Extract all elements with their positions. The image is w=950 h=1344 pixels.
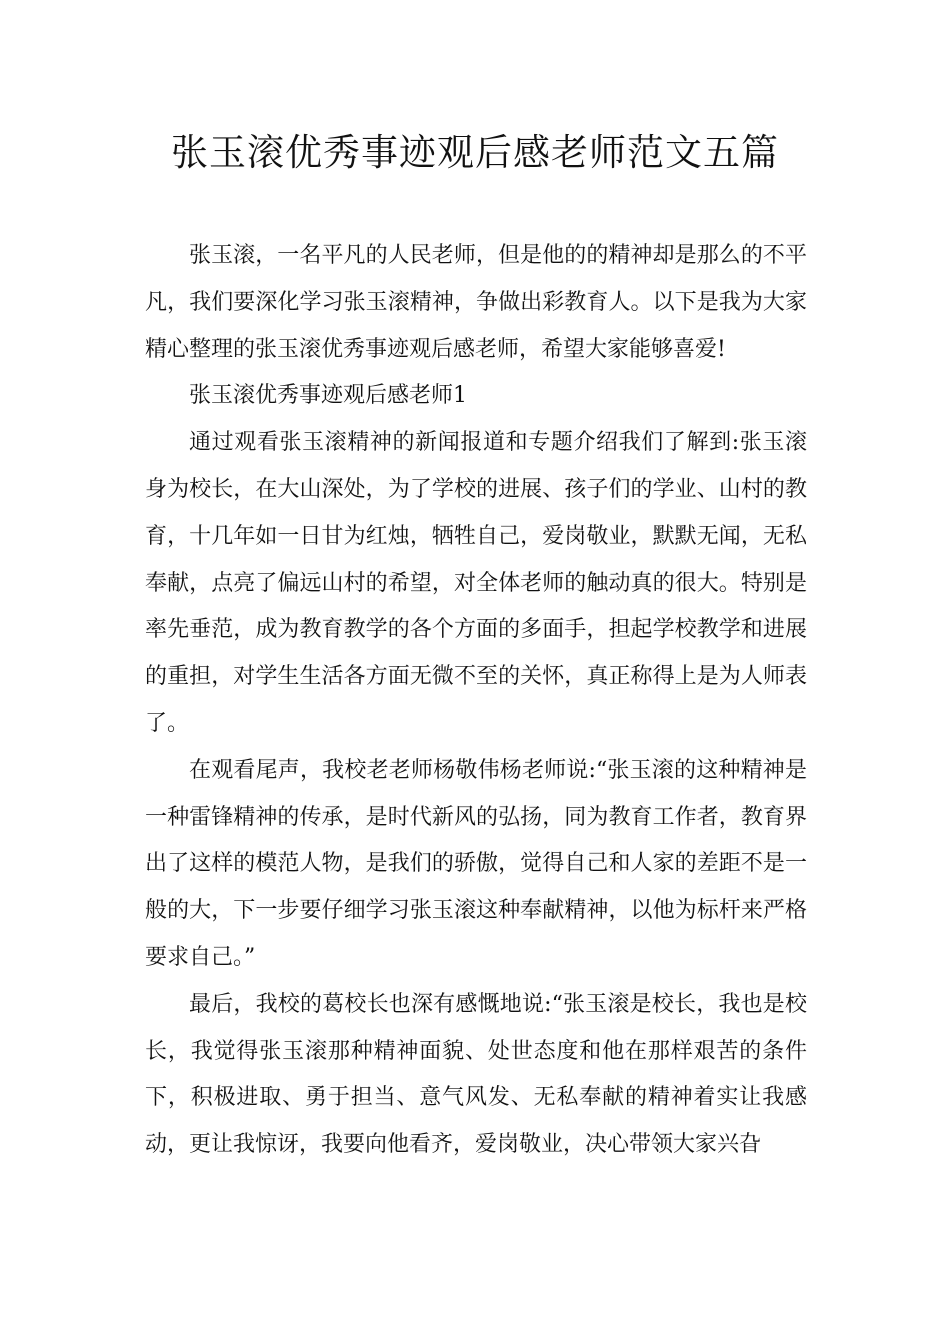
section-heading: 张玉滚优秀事迹观后感老师1	[189, 383, 467, 409]
intro-paragraph: 张玉滚，一名平凡的人民老师，但是他的的精神却是那么的不平凡，我们要深化学习张玉滚精神，争做出彩教育人。以下是我为大家精心整理的张玉滚优秀事迹观后感老师，希望大家能够喜爱!	[145, 243, 807, 362]
document-title: 张玉滚优秀事迹观后感老师范文五篇	[171, 131, 779, 174]
body-paragraph-1: 通过观看张玉滚精神的新闻报道和专题介绍我们了解到:张玉滚身为校长，在大山深处，为了学校的进展、孩子们的学业、山村的教育，十几年如一日甘为红烛，牺牲自己，爱岗敬业，默默无闻，无私奉献，点亮了偏远山村的希望，对全体老师的触动真的很大。特别是率先垂范，成为教育教学的各个方面的多面手，担起学校教学和进展的重担，对学生生活各方面无微不至的关怀，真正称得上是为人师表了。	[145, 430, 807, 736]
document-body	[145, 233, 807, 1169]
body-paragraph-3: 最后，我校的葛校长也深有感慨地说:“张玉滚是校长，我也是校长，我觉得张玉滚那种精神面貌、处世态度和他在那样艰苦的条件下，积极进取、勇于担当、意气风发、无私奉献的精神着实让我感动，更让我惊讶，我要向他看齐，爱岗敬业，决心带领大家兴旮	[145, 991, 807, 1158]
body-paragraph-2: 在观看尾声，我校老老师杨敬伟杨老师说:“张玉滚的这种精神是一种雷锋精神的传承，是时代新风的弘扬，同为教育工作者，教育界出了这样的模范人物，是我们的骄傲，觉得自己和人家的差距不是一般的大，下一步要仔细学习张玉滚这种奉献精神，以他为标杆来严格要求自己。”	[145, 757, 807, 970]
